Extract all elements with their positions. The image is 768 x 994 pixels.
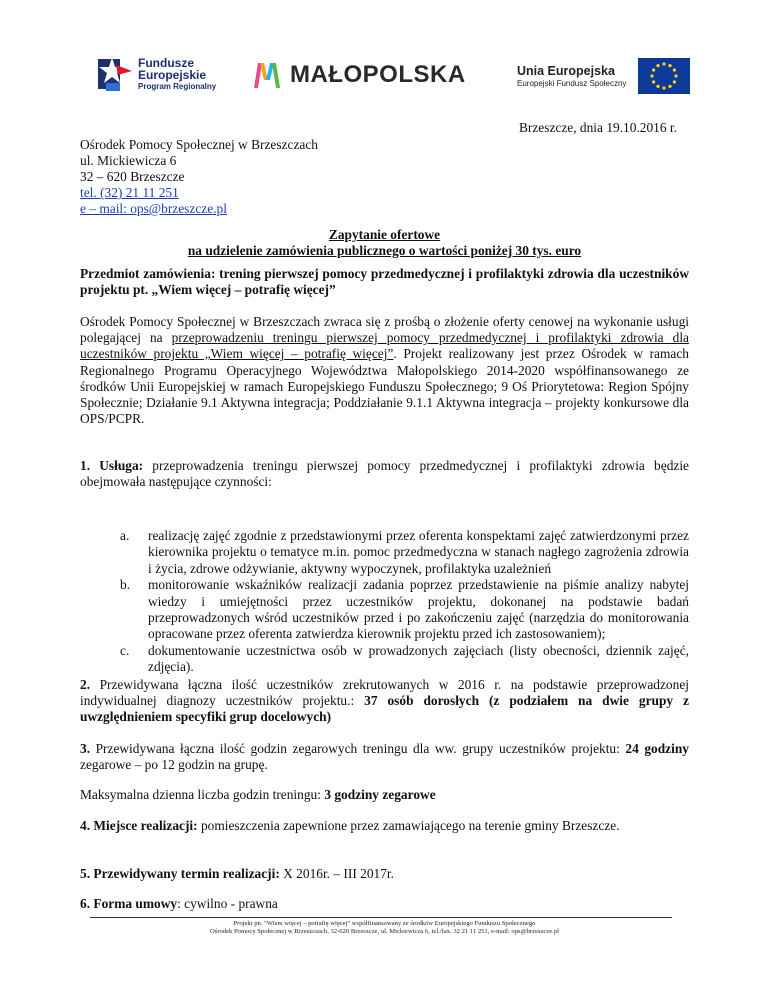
section6-text: : cywilno - prawna	[177, 896, 278, 911]
footer-divider	[90, 917, 672, 918]
eu-flag-icon	[638, 58, 690, 94]
title-line2: na udzielenie zamówienia publicznego o wartości poniżej 30 tys. euro	[187, 243, 582, 258]
footer-line1: Projekt pn. "Wiem więcej – potrafię więcej" współfinansowany ze środków Europejskiego Funduszu Społecznego	[233, 920, 536, 927]
document-date: Brzeszcze, dnia 19.10.2016 r.	[518, 120, 677, 135]
document-title	[80, 227, 689, 259]
fe-line2: Europejskie	[138, 68, 207, 82]
section3-bold: 24 godziny	[625, 741, 689, 756]
email-link[interactable]: e – mail: ops@brzeszcze.pl	[80, 201, 227, 216]
ue-line2: Europejski Fundusz Społeczny	[517, 79, 627, 88]
address-name: Ośrodek Pomocy Społecznej w Brzeszczach	[80, 137, 318, 152]
activities-list	[120, 528, 689, 676]
section6-paragraph	[80, 896, 689, 912]
section5-label: 5. Przewidywany termin realizacji:	[80, 866, 280, 881]
section4-label: 4. Miejsce realizacji:	[80, 818, 198, 833]
logo-bar	[0, 0, 768, 110]
section2-label: 2.	[80, 677, 91, 692]
list-item-text: monitorowanie wskaźników realizacji zadania poprzez przedstawienie na piśmie analizy nabytej wiedzy i umiejętności przez uczestników projektu, dokonanej na podstawie badań przeprowadzonych wśród uczestników przed i po zakończeniu zajęć (narzędzia do monitorowania opracowane przez oferenta zatwierdza kierownik projektu przed ich zastosowaniem);	[148, 577, 689, 642]
phone-link[interactable]: tel. (32) 21 11 251	[80, 185, 179, 200]
section1-text: przeprowadzenia treningu pierwszej pomocy przedmedycznej i profilaktyki zdrowia będzie obejmowała następujące czynności:	[80, 458, 689, 490]
intro-part2: . Projekt realizowany jest przez Ośrodek w ramach Regionalnego Programu Operacyjnego Województwa Małopolskiego 2014-2020 współfinansowanego ze środków Unii Europejskiej w ramach Europejskiego Funduszu Społecznego; 9 Oś Priorytetowa: Region Spójny Społecznie; Działanie 9.1 Aktywna integracja; Poddziałanie 9.1.1 Aktywna integracja – projekty konkursowe dla OPS/PCPR.	[80, 346, 689, 427]
section4-paragraph	[80, 818, 689, 834]
list-marker: b.	[120, 577, 131, 593]
section1-label: 1. Usługa:	[80, 458, 144, 473]
section3-paragraph	[80, 741, 689, 773]
section6-label: 6. Forma umowy	[80, 896, 178, 911]
sender-address	[80, 137, 318, 217]
section5-text: X 2016r. – III 2017r.	[279, 866, 394, 881]
fe-line3: Program Regionalny	[138, 82, 217, 91]
section5-paragraph	[80, 866, 689, 882]
title-line1: Zapytanie ofertowe	[328, 227, 441, 242]
list-item-text: realizację zajęć zgodnie z przedstawionymi przez oferenta konspektami zajęć zatwierdzonymi przez kierownika projektu o tematyce m.in. pomoc przedmedyczna w stanach nagłego zagrożenia zdrowia i życia, zdrowe odżywianie, aktywny wypoczynek, profilaktyka uzależnień	[148, 528, 689, 576]
list-item	[120, 577, 689, 643]
list-item	[120, 643, 689, 676]
section2-text: Przewidywana łączna ilość uczestników zrekrutowanych w 2016 r. na podstawie przeprowadzonej indywidualnej diagnozy uczestników projektu.:	[80, 677, 689, 709]
fe-line1: Fundusze	[138, 56, 194, 70]
daily-text: Maksymalna dzienna liczba godzin treningu:	[80, 787, 325, 802]
section2-bold: 37 osób dorosłych (z podziałem na dwie grupy z uwzględnieniem specyfiki grup docelowych)	[80, 693, 689, 725]
malopolska-m-icon	[252, 60, 282, 90]
intro-underlined: przeprowadzeniu treningu pierwszej pomocy przedmedycznej i profilaktyki zdrowia dla uczestników projektu „Wiem więcej – potrafię więcej”	[80, 330, 689, 362]
fundusze-europejskie-logo	[98, 53, 216, 97]
section2-paragraph	[80, 677, 689, 726]
ue-line1: Unia Europejska	[517, 64, 615, 78]
footer-line2: Ośrodek Pomocy Społecznej w Brzeszczach, 32-620 Brzeszcze, ul. Mickiewicza 6, tel./fax. 32 21 11 251, e-mail: ops@brzeszcze.pl	[210, 928, 559, 935]
section4-text: pomieszczenia zapewnione przez zamawiającego na terenie gminy Brzeszcze.	[197, 818, 620, 833]
list-marker: c.	[120, 642, 130, 658]
page-footer	[80, 920, 689, 936]
list-item-text: dokumentowanie uczestnictwa osób w prowadzonych zajęciach (listy obecności, dziennik zajęć, zdjęcia).	[148, 642, 689, 675]
intro-paragraph	[80, 314, 689, 427]
malopolska-logo	[252, 60, 466, 90]
subject-text: Przedmiot zamówienia: trening pierwszej pomocy przedmedycznej i profilaktyki zdrowia dla uczestników projektu pt. „Wiem więcej – potrafię więcej”	[80, 266, 689, 298]
section3-label: 3.	[80, 741, 91, 756]
unia-europejska-logo	[517, 58, 690, 94]
daily-paragraph	[80, 787, 689, 803]
section1-paragraph	[80, 458, 689, 490]
list-item	[120, 528, 689, 577]
daily-bold: 3 godziny zegarowe	[324, 787, 436, 802]
address-street: ul. Mickiewicza 6	[80, 153, 177, 168]
fe-star-icon	[98, 53, 132, 97]
subject-paragraph	[80, 266, 689, 298]
malopolska-text: MAŁOPOLSKA	[290, 61, 466, 88]
address-city: 32 – 620 Brzeszcze	[80, 169, 185, 184]
list-marker: a.	[120, 528, 130, 543]
section3-text2: zegarowe – po 12 godzin na grupę.	[80, 757, 268, 773]
section3-text: Przewidywana łączna ilość godzin zegarowych treningu dla ww. grupy uczestników projektu:	[90, 741, 626, 756]
intro-part1: Ośrodek Pomocy Społecznej w Brzeszczach zwraca się z prośbą o złożenie oferty cenowej na wykonanie usługi polegającej na	[80, 314, 689, 346]
